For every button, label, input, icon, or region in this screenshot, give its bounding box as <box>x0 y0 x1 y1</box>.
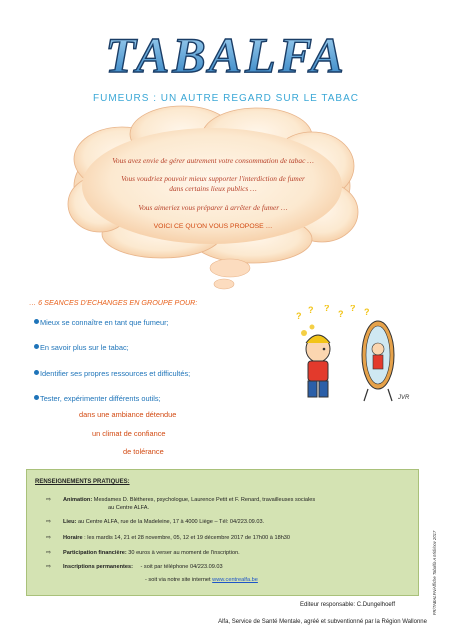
animation-text-2: au Centre ALFA. <box>108 505 150 511</box>
program-item-1: Mieux se connaître en tant que fumeur; <box>40 318 169 327</box>
practical-info-box <box>26 469 419 596</box>
logo-text: TABALFA <box>105 28 347 83</box>
participation-text: 30 euros à verser au moment de l'inscription. <box>128 550 240 556</box>
arrow-icon: ⇨ <box>46 564 52 570</box>
arrow-icon: ⇨ <box>46 535 52 541</box>
program-item-4: Tester, expérimenter différents outils; <box>40 394 161 403</box>
tabalfa-logo <box>0 28 452 88</box>
svg-text:?: ? <box>364 307 370 317</box>
arrow-icon: ⇨ <box>46 519 52 525</box>
list-item <box>40 318 169 327</box>
page-subtitle: FUMEURS : UN AUTRE REGARD SUR LE TABAC <box>93 93 359 104</box>
svg-text:?: ? <box>296 311 302 321</box>
svg-text:?: ? <box>350 305 356 313</box>
ambiance-line-3: de tolérance <box>123 447 164 456</box>
cartoon-man <box>306 335 338 397</box>
bullet-icon <box>34 319 39 324</box>
svg-text:?: ? <box>324 305 330 313</box>
animation-label: Animation: <box>63 497 93 503</box>
participation-label: Participation financière: <box>63 550 127 556</box>
illustration-signature: JVR <box>398 395 410 401</box>
info-inscriptions <box>63 564 223 570</box>
bullet-icon <box>34 370 39 375</box>
info-animation <box>63 497 315 503</box>
info-horaire <box>63 535 290 541</box>
question-marks <box>296 305 370 321</box>
info-site <box>145 577 258 583</box>
cloud-text-3: dans certains lieux publics … <box>169 184 257 193</box>
editor-responsible: Editeur responsable: C.Dungelhoeff <box>300 602 395 608</box>
arrow-icon: ⇨ <box>46 497 52 503</box>
footer-service: Alfa, Service de Santé Mentale, agréé et subventionné par la Région Wallonne <box>218 619 427 625</box>
info-title: RENSEIGNEMENTS PRATIQUES: <box>35 479 130 485</box>
svg-text:?: ? <box>338 309 344 319</box>
side-reference-text <box>430 495 438 615</box>
mirror <box>362 321 394 401</box>
lieu-label: Lieu: <box>63 519 77 525</box>
horaire-label: Horaire <box>63 535 83 541</box>
cloud-text-2: Vous voudriez pouvoir mieux supporter l'interdiction de fumer <box>121 174 305 183</box>
inscriptions-text: - soit par téléphone 04/223.09.03 <box>140 564 223 570</box>
list-item <box>40 343 129 352</box>
horaire-text: : les mardis 14, 21 et 28 novembre, 05, 12 et 19 décembre 2017 de 17h00 à 18h30 <box>84 535 291 541</box>
ambiance-line-1: dans une ambiance détendue <box>79 410 177 419</box>
smoke-puffs <box>301 325 315 337</box>
site-text: - soit via notre site internet <box>145 577 211 583</box>
arrow-icon: ⇨ <box>46 550 52 556</box>
info-lieu <box>63 519 264 525</box>
lieu-text: au Centre ALFA, rue de la Madeleine, 17 à 4000 Liège – Tél: 04/223.09.03. <box>77 519 265 525</box>
cloud-text-1: Vous avez envie de gérer autrement votre consommation de tabac … <box>112 156 314 165</box>
program-item-3: Identifier ses propres ressources et difficultés; <box>40 369 191 378</box>
website-link[interactable]: www.centrealfa.be <box>212 577 258 583</box>
mirror-cartoon-illustration <box>294 305 424 405</box>
info-participation <box>63 550 240 556</box>
cloud-text-4: Vous aimeriez vous préparer à arrêter de fumer … <box>138 203 288 212</box>
inscriptions-label: Inscriptions permanentes: <box>63 564 133 570</box>
program-item-2: En savoir plus sur le tabac; <box>40 343 129 352</box>
svg-text:?: ? <box>308 305 314 315</box>
list-item <box>40 394 161 403</box>
side-text: FR/TABALFA/Affiche Tabalfa A Midi/nov 2017 <box>432 530 437 615</box>
ambiance-line-2: un climat de confiance <box>92 429 166 438</box>
seances-title: … 6 SEANCES D'ECHANGES EN GROUPE POUR: <box>29 298 198 307</box>
list-item <box>40 369 190 378</box>
cloud-offer: VOICI CE QU'ON VOUS PROPOSE … <box>153 223 273 230</box>
bullet-icon <box>34 344 39 349</box>
animation-text: Mesdames D. Blétheres, psychologue, Laurence Petit et F. Renard, travailleuses sociales <box>93 497 316 503</box>
bullet-icon <box>34 395 39 400</box>
